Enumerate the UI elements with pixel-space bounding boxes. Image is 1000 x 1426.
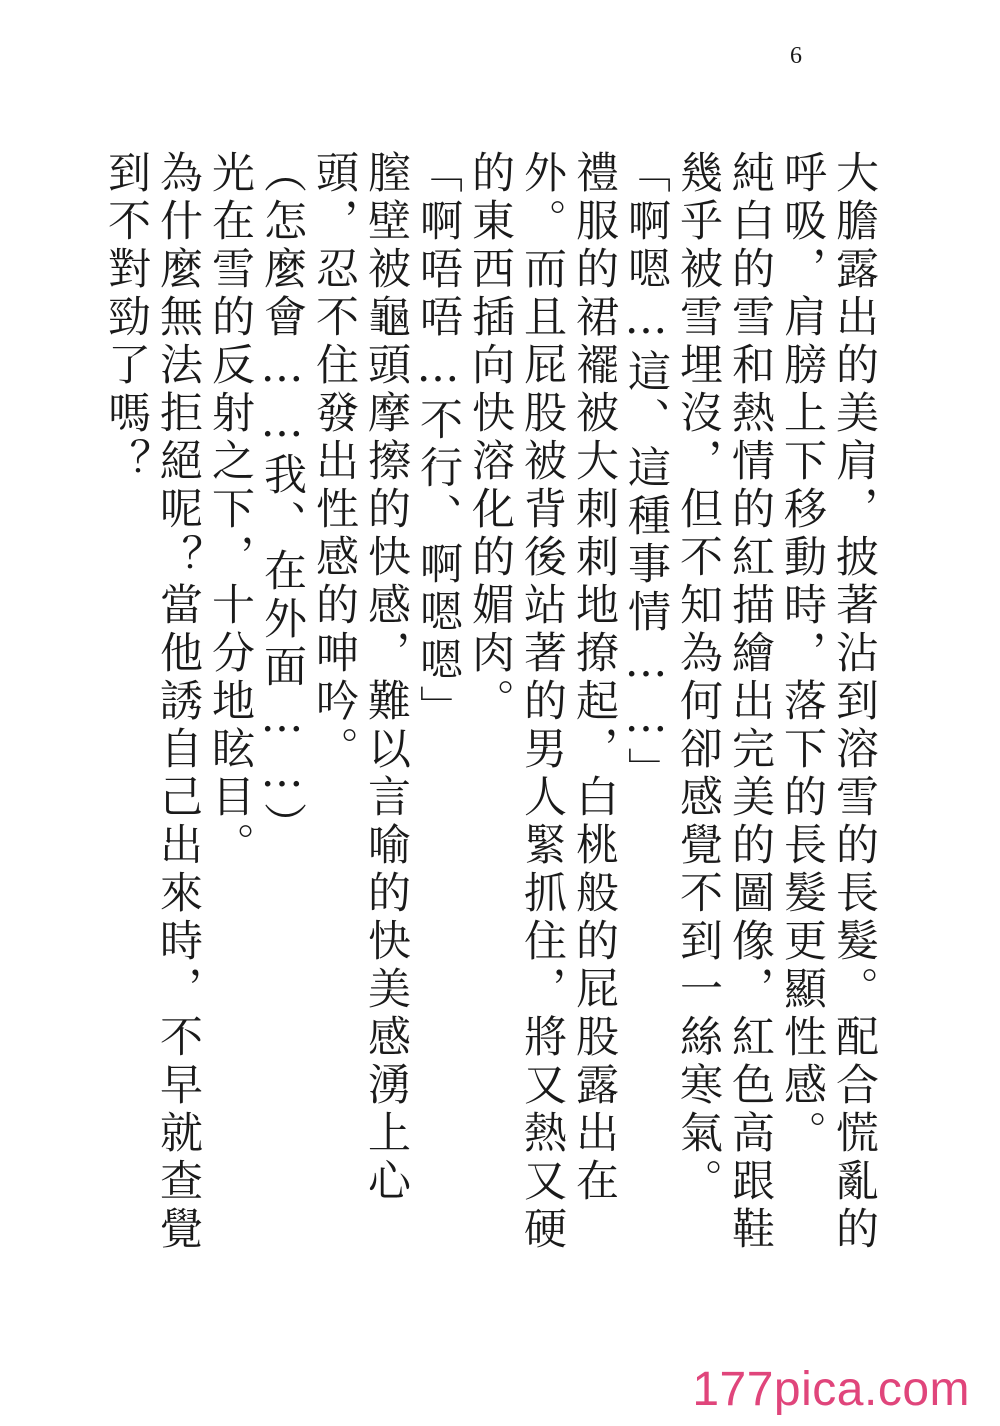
page-number: 6 [790, 43, 802, 69]
paragraph: 膣壁被龜頭摩擦的快感，難以言喻的快美感湧上心頭，忍不住發出性感的呻吟。 [309, 150, 411, 1206]
paragraph: 大膽露出的美肩，披著沾到溶雪的長髮。配合慌亂的呼吸，肩膀上下移動時，落下的長髮更顯性感。 [777, 150, 879, 1254]
watermark: 177pica.com [692, 1363, 970, 1416]
dialogue-paragraph: 「啊唔唔…不行、啊嗯嗯」 [413, 150, 463, 733]
paragraph: 光在雪的反射之下，十分地眩目。 [205, 150, 255, 870]
dialogue-paragraph: 「啊嗯…這、這種事情……」 [621, 150, 671, 795]
inner-thought-paragraph: （怎麼會……我、在外面……） [257, 150, 307, 850]
paragraph: 為什麼無法拒絕呢？當他誘自己出來時，不早就查覺到不對勁了嗎？ [101, 150, 203, 1254]
paragraph: 禮服的裙襬被大刺刺地撩起，白桃般的屁股露出在外。而且屁股被背後站著的男人緊抓住，將又熱又硬的東西插向快溶化的媚肉。 [465, 150, 619, 1254]
vertical-text-column [101, 150, 880, 1280]
paragraph: 純白的雪和熱情的紅描繪出完美的圖像，紅色高跟鞋幾乎被雪埋沒，但不知為何卻感覺不到一絲寒氣。 [673, 150, 775, 1254]
